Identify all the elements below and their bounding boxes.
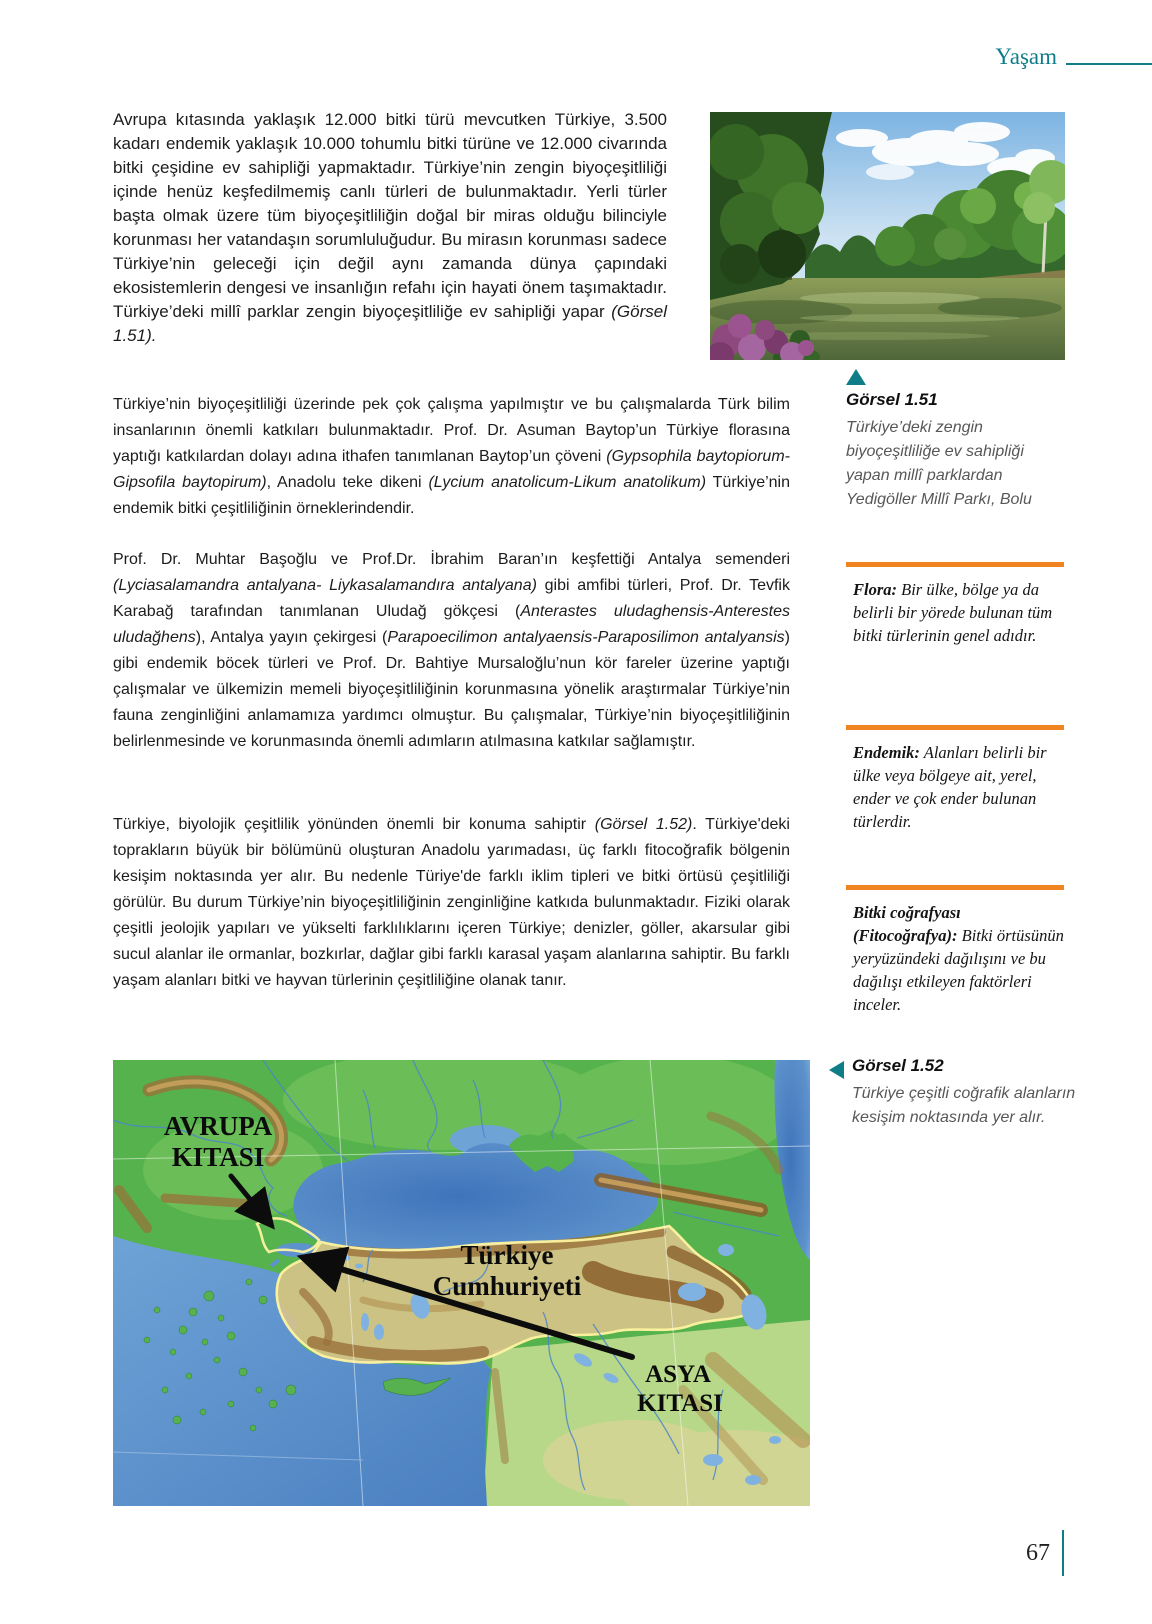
triangle-left-icon [829,1061,844,1079]
yedigoller-national-park-photo [710,112,1065,360]
figure-caption-1-51: Türkiye’deki zengin biyoçeşitliliğe ev sahipliği yapan millî parklardan Yedigöller Millî Parkı, Bolu [846,419,1032,508]
body-paragraph: Prof. Dr. Muhtar Başoğlu ve Prof.Dr. İbrahim Baran’ın keşfettiği Antalya semenderi (Lyciasalamandra antalyana- Liykasalamandıra antalyana) gibi amfibi türleri, Prof. Dr. Tevfik Karabağ tarafından tanımlanan Uludağ gökçesi (Anterastes uludaghensis-Anterestes uludağhens), Antalya yayın çekirgesi (Parapoecilimon antalyaensis-Paraposilimon antalyansis) gibi endemik böcek türleri ve Prof. Dr. Bahtiye Mursaloğlu’nun kör fareler üzerine yaptığı çalışmalar ve ülkemizin memeli biyoçeşitliliğinin korunmasına yönelik araştırmalar Türkiye’nin fauna zenginliğini anlamamıza yardımcı olmuştur. Bu çalışmalar, Türkiye’nin biyoçeşitliliğinin belirlenmesinde ve korunmasında önemli adımların atılmasına katkılar sağlamıştır. [113,551,791,750]
desert-tints [543,1420,810,1506]
page-number: 67 [1026,1540,1050,1566]
map-label-turkey-2: Cumhuriyeti [432,1271,582,1301]
map-label-europe-2: KITASI [171,1142,265,1172]
definition-text: Bir ülke, bölge ya da belirli bir yörede bulunan tüm bitki türlerinin genel adıdır. [853,580,1053,645]
triangle-up-icon [846,369,866,385]
footer-rule [1062,1530,1064,1576]
body-paragraph: Türkiye’nin biyoçeşitliliği üzerinde pek çok çalışma yapılmıştır ve bu çalışmalarda Türk bilim insanlarının önemli katkıları bulunmaktadır. Prof. Dr. Asuman Baytop’un Türkiye florasına yaptığı katkılardan dolayı adına ithafen tanımlanan Baytop’un çöveni (Gypsophila baytopiorum-Gipsofila baytopirum), Anadolu teke dikeni (Lycium anatolicum-Likum anatolikum) Türkiye’nin endemik bitki çeşitliliğinin örneklerindendir. [113,396,790,517]
turkey-region-map [113,1060,810,1506]
definition-term: Bitki coğrafyası (Fitocoğrafya): [853,903,961,945]
orange-rule [846,725,1064,730]
definition-box-fitocografya [846,885,1064,1016]
map-illustration [113,1060,810,1506]
body-paragraph: Türkiye, biyolojik çeşitlilik yönünden önemli bir konuma sahiptir (Görsel 1.52). Türkiye'deki toprakların büyük bir bölümünü oluşturan Anadolu yarımadası, üç farklı fitocoğrafik bölgenin kesişim noktasında yer alır. Bu nedenle Türiye'de farklı iklim tipleri ve bitki örtüsü çeşitliliği görülür. Bu durum Türkiye’nin biyoçeşitliliğinin zenginliğine katkıda bulunmaktadır. Fiziki olarak çeşitli jeolojik yapıları ve yükselti farklılıklarını içeren Türkiye; denizler, göller, akarsular gibi sucul alanlar ile ormanlar, bozkırlar, dağlar gibi farklı karasal yaşam alanlarına sahiptir. Bu farklı yaşam alanları bitki ve hayvan türlerinin çeşitliliğine olanak tanır. [113,816,790,989]
map-label-europe-1: AVRUPA [163,1111,273,1141]
body-paragraph: Avrupa kıtasında yaklaşık 12.000 bitki türü mevcutken Türkiye, 3.500 kadarı endemik yaklaşık 10.000 tohumlu bitki türüne ve 12.000 civarında bitki çeşidine ev sahipliği yapmaktadır. Türkiye’nin zengin biyoçeşitliliği içinde henüz keşfedilmemiş canlı türleri de bulunmaktadır. Yerli türler başta olmak üzere tüm biyoçeşitliliğin doğal bir miras olduğu bilinciyle korunması her vatandaşın sorumluluğudur. Bu mirasın korunması sadece Türkiye’nin geleceği için değil aynı zamanda dünya çapındaki ekosistemlerin dengesi ve insanlığın refahı için hayati önem taşımaktadır. Türkiye’deki millî parklar zengin biyoçeşitliliğe ev sahipliği yapar (Görsel 1.51). [113,110,667,345]
definition-text: Bitki örtüsünün yeryüzündeki dağılışını ve bu dağılışı etkileyen faktörleri inceler. [853,926,1064,1014]
definition-term: Flora: [853,580,898,599]
chapter-header: Yaşam [995,44,1057,69]
definition-term: Endemik: [853,743,920,762]
definition-text: Alanları belirli bir ülke veya bölgeye ait, yerel, ender ve çok ender bulunan türlerdir. [853,743,1047,831]
header-rule [1066,63,1152,65]
orange-rule [846,885,1064,890]
orange-rule [846,562,1064,567]
figure-title-1-52: Görsel 1.52 [852,1056,944,1075]
figure-title-1-51: Görsel 1.51 [846,390,938,409]
map-label-asia-2: KITASI [637,1390,723,1417]
definition-box-flora [846,562,1064,647]
map-label-asia-1: ASYA [645,1361,711,1388]
definition-box-endemik [846,725,1064,833]
map-label-turkey-1: Türkiye [460,1240,554,1270]
lake-photo-illustration [710,112,1065,360]
figure-caption-1-52: Türkiye çeşitli coğrafik alanların kesişim noktasında yer alır. [852,1085,1076,1126]
